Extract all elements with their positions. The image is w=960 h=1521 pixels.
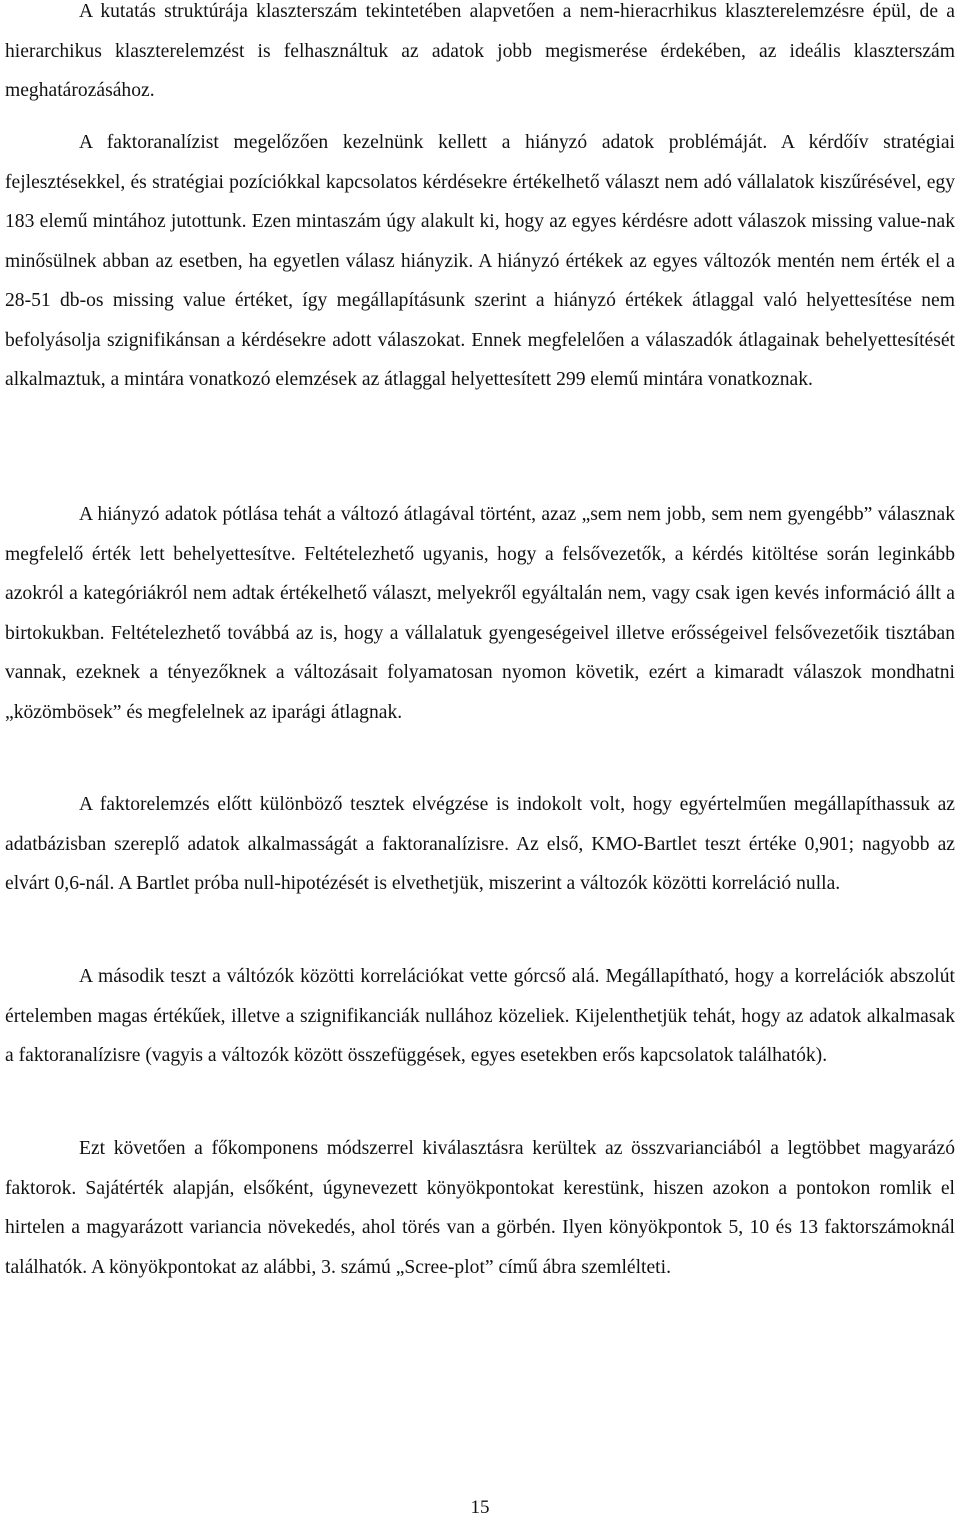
paragraph-kmo-bartlett-test: A faktorelemzés előtt különböző tesztek elvégzése is indokolt volt, hogy egyértelműen megállapíthassuk az adatbázisban szereplő adatok alkalmasságát a faktoranalízisre. Az első, KMO-Bartlet teszt értéke 0,901; nagyobb az elvárt 0,6-nál. A Bartlet próba null-hipotézését is elvethetjük, miszerint a változók közötti korreláció nulla.	[5, 794, 955, 894]
page-number: 15	[470, 1497, 490, 1518]
paragraph-mean-imputation: A hiányzó adatok pótlása tehát a változó átlagával történt, azaz „sem nem jobb, sem nem gyengébb” válasznak megfelelő érték lett behelyettesítve. Feltételezhető ugyanis, hogy a felsővezetők, a kérdés kitöltése során leginkább azokról a kategóriákról nem adtak értékelhető választ, melyekről egyáltalán nem, vagy csak igen kevés információ állt a birtokukban. Feltételezhető továbbá az is, hogy a vállalatuk gyengeségeivel illetve erősségeivel felsővezetőik tisztában vannak, ezeknek a tényezőknek a változásait folyamatosan nyomon követik, ezért a kimaradt válaszok mondhatni „közömbösek” és megfelelnek az iparági átlagnak.	[5, 504, 955, 723]
paragraph-correlation-test: A második teszt a váltózók közötti korrelációkat vette górcső alá. Megállapítható, hogy a korrelációk abszolút értelemben magas értékűek, illetve a szignifikanciák nullához közeliek. Kijelenthetjük tehát, hogy az adatok alkalmasak a faktoranalízisre (vagyis a változók között összefüggések, egyes esetekben erős kapcsolatok találhatók).	[5, 966, 955, 1066]
paragraph-missing-data: A faktoranalízist megelőzően kezelnünk kellett a hiányzó adatok problémáját. A kérdőív stratégiai fejlesztésekkel, és stratégiai pozíciókkal kapcsolatos kérdésekre értékelhető választ nem adó vállalatok kiszűrésével, egy 183 elemű mintához jutottunk. Ezen mintaszám úgy alakult ki, hogy az egyes kérdésre adott válaszok missing value-nak minősülnek abban az esetben, ha egyetlen válasz hiányzik. A hiányzó értékek az egyes változók mentén nem érték el a 28-51 db-os missing value értéket, így megállapításunk szerint a hiányzó értékek átlaggal való helyettesítése nem befolyásolja szignifikánsan a kérdésekre adott válaszokat. Ennek megfelelően a válaszadók átlagainak behelyettesítését alkalmaztuk, a mintára vonatkozó elemzések az átlaggal helyettesített 299 elemű mintára vonatkoznak.	[5, 132, 955, 390]
paragraph-principal-components: Ezt követően a főkomponens módszerrel kiválasztásra kerültek az összvarianciából a legtöbbet magyarázó faktorok. Sajátérték alapján, elsőként, úgynevezett könyökpontokat kerestünk, hiszen azokon a pontokon romlik el hirtelen a magyarázott variancia növekedés, ahol törés van a görbén. Ilyen könyökpontok 5, 10 és 13 faktorszámoknál találhatók. A könyökpontokat az alábbi, 3. számú „Scree-plot” című ábra szemlélteti.	[5, 1138, 955, 1278]
paragraph-cluster-analysis: A kutatás struktúrája klaszterszám tekintetében alapvetően a nem-hieracrhikus klaszterelemzésre épül, de a hierarchikus klaszterelemzést is felhasználtuk az adatok jobb megismerése érdekében, az ideális klaszterszám meghatározásához.	[5, 1, 955, 101]
